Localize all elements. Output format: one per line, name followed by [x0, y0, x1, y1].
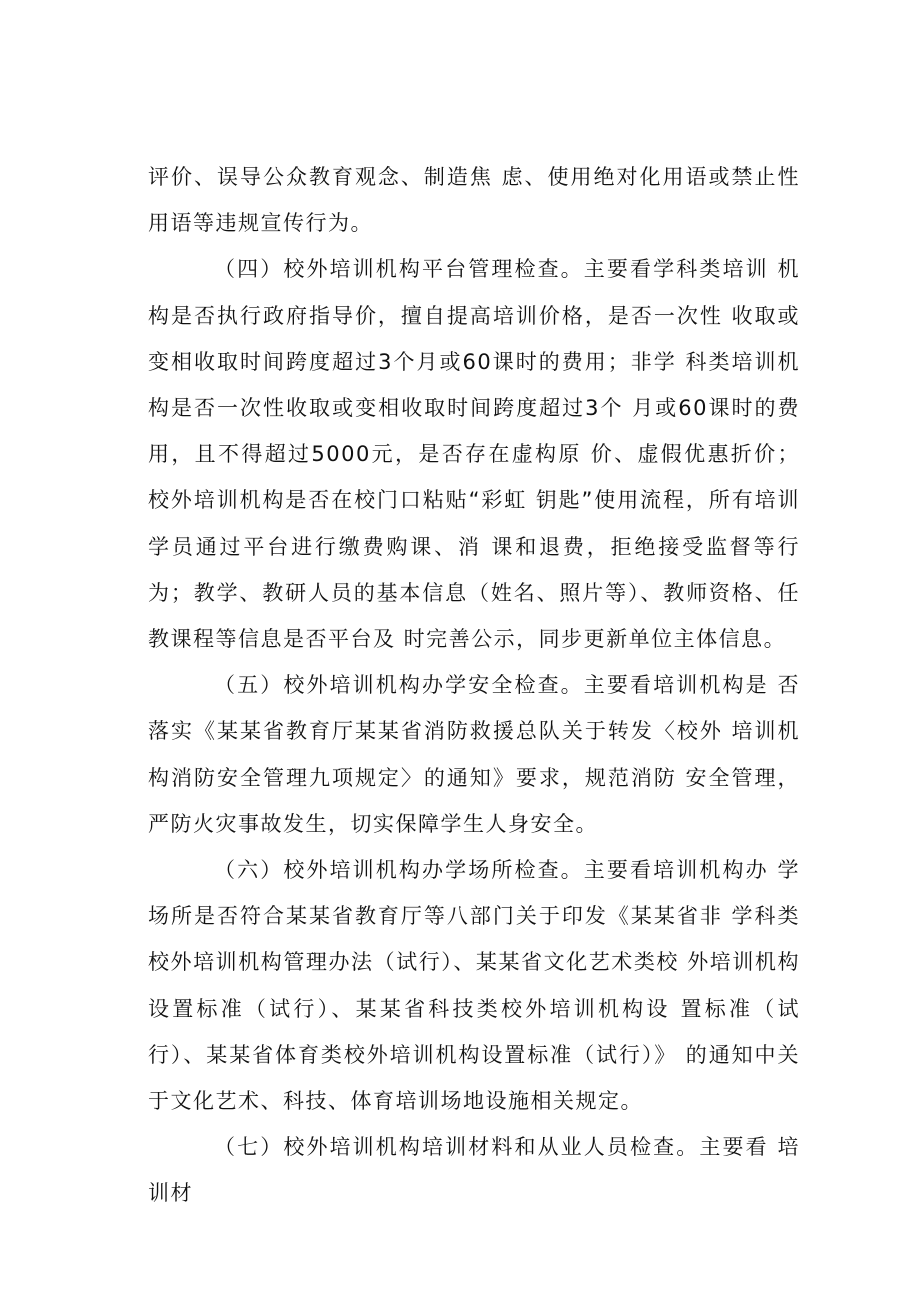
paragraph-training-materials: （七）校外培训机构培训材料和从业人员检查。主要看 培训材 — [148, 1135, 800, 1206]
document-body — [148, 154, 800, 1217]
paragraph-continuation: 评价、误导公众教育观念、制造焦 虑、使用绝对化用语或禁止性用语等违规宣传行为。 — [148, 165, 800, 236]
paragraph-school-premises: （六）校外培训机构办学场所检查。主要看培训机构办 学场所是否符合某某省教育厅等八部门关于印发《某某省非 学科类校外培训机构管理办法（试行）、某某省文化艺术类校 外培训机构设置标准（试行）、某某省科技类校外培训机构设 置标准（试行）、某某省体育类校外培训机构设置标准（试行）》 的通知中关于文化艺术、科技、体育培训场地设施相关规定。 — [148, 858, 800, 1114]
paragraph-platform-management: （四）校外培训机构平台管理检查。主要看学科类培训 机构是否执行政府指导价，擅自提高培训价格，是否一次性 收取或变相收取时间跨度超过3个月或60课时的费用；非学 科类培训机构是否一次性收取或变相收取时间跨度超过3个 月或60课时的费用，且不得超过5000元，是否存在虚构原 价、虚假优惠折价；校外培训机构是否在校门口粘贴“彩虹 钥匙”使用流程，所有培训学员通过平台进行缴费购课、消 课和退费，拒绝接受监督等行为；教学、教研人员的基本信息（姓名、照片等）、教师资格、任教课程等信息是否平台及 时完善公示，同步更新单位主体信息。 — [148, 257, 800, 652]
paragraph-school-safety: （五）校外培训机构办学安全检查。主要看培训机构是 否落实《某某省教育厅某某省消防救援总队关于转发〈校外 培训机构消防安全管理九项规定〉的通知》要求，规范消防 安全管理，严防火灾事故发生，切实保障学生人身安全。 — [148, 673, 800, 836]
